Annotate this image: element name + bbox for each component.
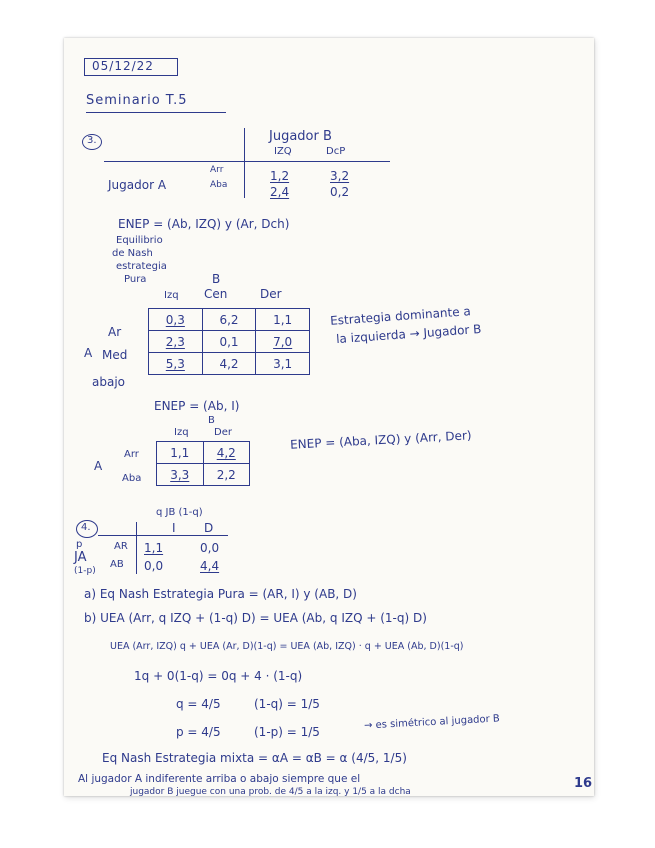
game3-cell: 3,3	[157, 464, 204, 486]
game2-col-cen: Cen	[204, 287, 228, 301]
ex4-one-minus-p-value: (1-p) = 1/5	[254, 725, 320, 739]
game3-enep: ENEP = (Aba, IZQ) y (Arr, Der)	[289, 428, 472, 452]
game3-row-aba: Aba	[122, 473, 142, 484]
ex4-symmetric-note: → es simétrico al jugador B	[363, 713, 501, 732]
exercise-4-number: 4.	[81, 522, 91, 533]
ex4-cell-11: 1,1	[144, 541, 164, 555]
game2-cell: 7,0	[256, 331, 310, 353]
ex4-cell-12: 0,0	[200, 541, 220, 555]
ex4-col-i: I	[172, 521, 176, 535]
ex3-b-col2: DcP	[326, 146, 346, 157]
game2-row-abajo: abajo	[92, 375, 125, 389]
game2-a-label: A	[84, 346, 93, 360]
game2-row-ar: Ar	[108, 325, 122, 339]
ex3-cell-21: 2,4	[270, 185, 290, 199]
ex4-line-d: 1q + 0(1-q) = 0q + 4 · (1-q)	[134, 669, 303, 683]
game2-row	[149, 331, 310, 353]
game3-payoff-table	[156, 441, 250, 486]
ex3-a-row1: Arr	[210, 165, 224, 175]
game3-cell: 4,2	[203, 442, 250, 464]
ex3-a-row2: Aba	[210, 180, 228, 190]
game3-cell: 1,1	[157, 442, 204, 464]
game3-row-arr: Arr	[124, 449, 139, 460]
game2-col-izq: Izq	[164, 290, 179, 301]
game2-note-line2: la izquierda → Jugador B	[335, 321, 482, 347]
ex4-one-minus-p: (1-p)	[74, 566, 96, 576]
ex3-vertical-rule	[244, 128, 245, 198]
date: 05/12/22	[92, 59, 154, 73]
page-number: 16	[574, 776, 593, 791]
game2-enep: ENEP = (Ab, I)	[154, 399, 240, 413]
ex3-horizontal-rule	[104, 161, 390, 162]
ex4-jb-label: q JB (1-q)	[156, 507, 203, 518]
ex4-conclusion-line1: Al jugador A indiferente arriba o abajo siempre que el	[78, 773, 361, 785]
ex4-line-c: UEA (Arr, IZQ) q + UEA (Ar, D)(1-q) = UEA (Ab, IZQ) · q + UEA (Ab, D)(1-q)	[110, 641, 464, 652]
ex3-enep-line3: de Nash	[112, 248, 153, 259]
game2-note-line1: Estrategia dominante a	[329, 304, 472, 328]
game3-col-izq: Izq	[174, 427, 189, 438]
notebook-page	[64, 38, 594, 796]
ex3-player-b-label: Jugador B	[269, 129, 332, 144]
title-underline	[86, 112, 226, 113]
game2-cell: 0,1	[202, 331, 256, 353]
ex3-cell-11: 1,2	[270, 169, 290, 183]
ex3-enep-line5: Pura	[124, 274, 147, 285]
ex4-horizontal-rule	[98, 535, 228, 536]
game2-cell: 4,2	[202, 353, 256, 375]
ex4-vertical-rule	[136, 522, 137, 574]
game3-cell: 2,2	[203, 464, 250, 486]
game2-cell: 6,2	[202, 309, 256, 331]
game3-b-label: B	[208, 415, 215, 426]
ex4-conclusion-line2: jugador B juegue con una prob. de 4/5 a la izq. y 1/5 a la dcha	[130, 787, 411, 797]
ex4-p-value: p = 4/5	[176, 725, 221, 739]
game2-b-label: B	[212, 272, 221, 286]
ex4-col-d: D	[204, 521, 214, 535]
game2-payoff-table	[148, 308, 310, 375]
game3-col-der: Der	[214, 427, 232, 438]
game2-row	[149, 353, 310, 375]
ex4-cell-22: 4,4	[200, 559, 220, 573]
ex4-cell-21: 0,0	[144, 559, 164, 573]
game2-cell: 1,1	[256, 309, 310, 331]
game2-cell: 0,3	[149, 309, 203, 331]
game2-cell: 2,3	[149, 331, 203, 353]
ex4-row-ab: AB	[110, 559, 124, 570]
game2-cell: 3,1	[256, 353, 310, 375]
ex3-player-a-label: Jugador A	[108, 178, 167, 192]
ex4-one-minus-q-value: (1-q) = 1/5	[254, 697, 320, 711]
ex3-b-col1: IZQ	[274, 146, 292, 157]
ex3-enep: ENEP = (Ab, IZQ) y (Ar, Dch)	[118, 217, 290, 231]
ex4-ja-label: JA	[74, 550, 87, 565]
game3-row	[157, 464, 250, 486]
ex4-row-ar: AR	[114, 541, 128, 552]
game2-cell: 5,3	[149, 353, 203, 375]
page-title: Seminario T.5	[86, 93, 188, 108]
ex4-mixed-equilibrium: Eq Nash Estrategia mixta = αA = αB = α (4/5, 1/5)	[102, 751, 407, 765]
ex4-q-value: q = 4/5	[176, 697, 221, 711]
game2-col-der: Der	[260, 287, 282, 301]
game3-a-label: A	[94, 459, 103, 473]
game2-row	[149, 309, 310, 331]
ex3-enep-line4: estrategia	[116, 261, 167, 272]
game3-row	[157, 442, 250, 464]
ex4-line-a: a) Eq Nash Estrategia Pura = (AR, I) y (AB, D)	[84, 587, 357, 601]
exercise-3-number: 3.	[87, 135, 97, 146]
game2-row-med: Med	[102, 348, 128, 362]
ex3-cell-12: 3,2	[330, 169, 350, 183]
ex3-cell-22: 0,2	[330, 185, 350, 199]
ex3-enep-line2: Equilibrio	[116, 235, 163, 246]
ex4-line-b: b) UEA (Arr, q IZQ + (1-q) D) = UEA (Ab, q IZQ + (1-q) D)	[84, 611, 427, 625]
ex4-p-label: p	[76, 539, 83, 550]
